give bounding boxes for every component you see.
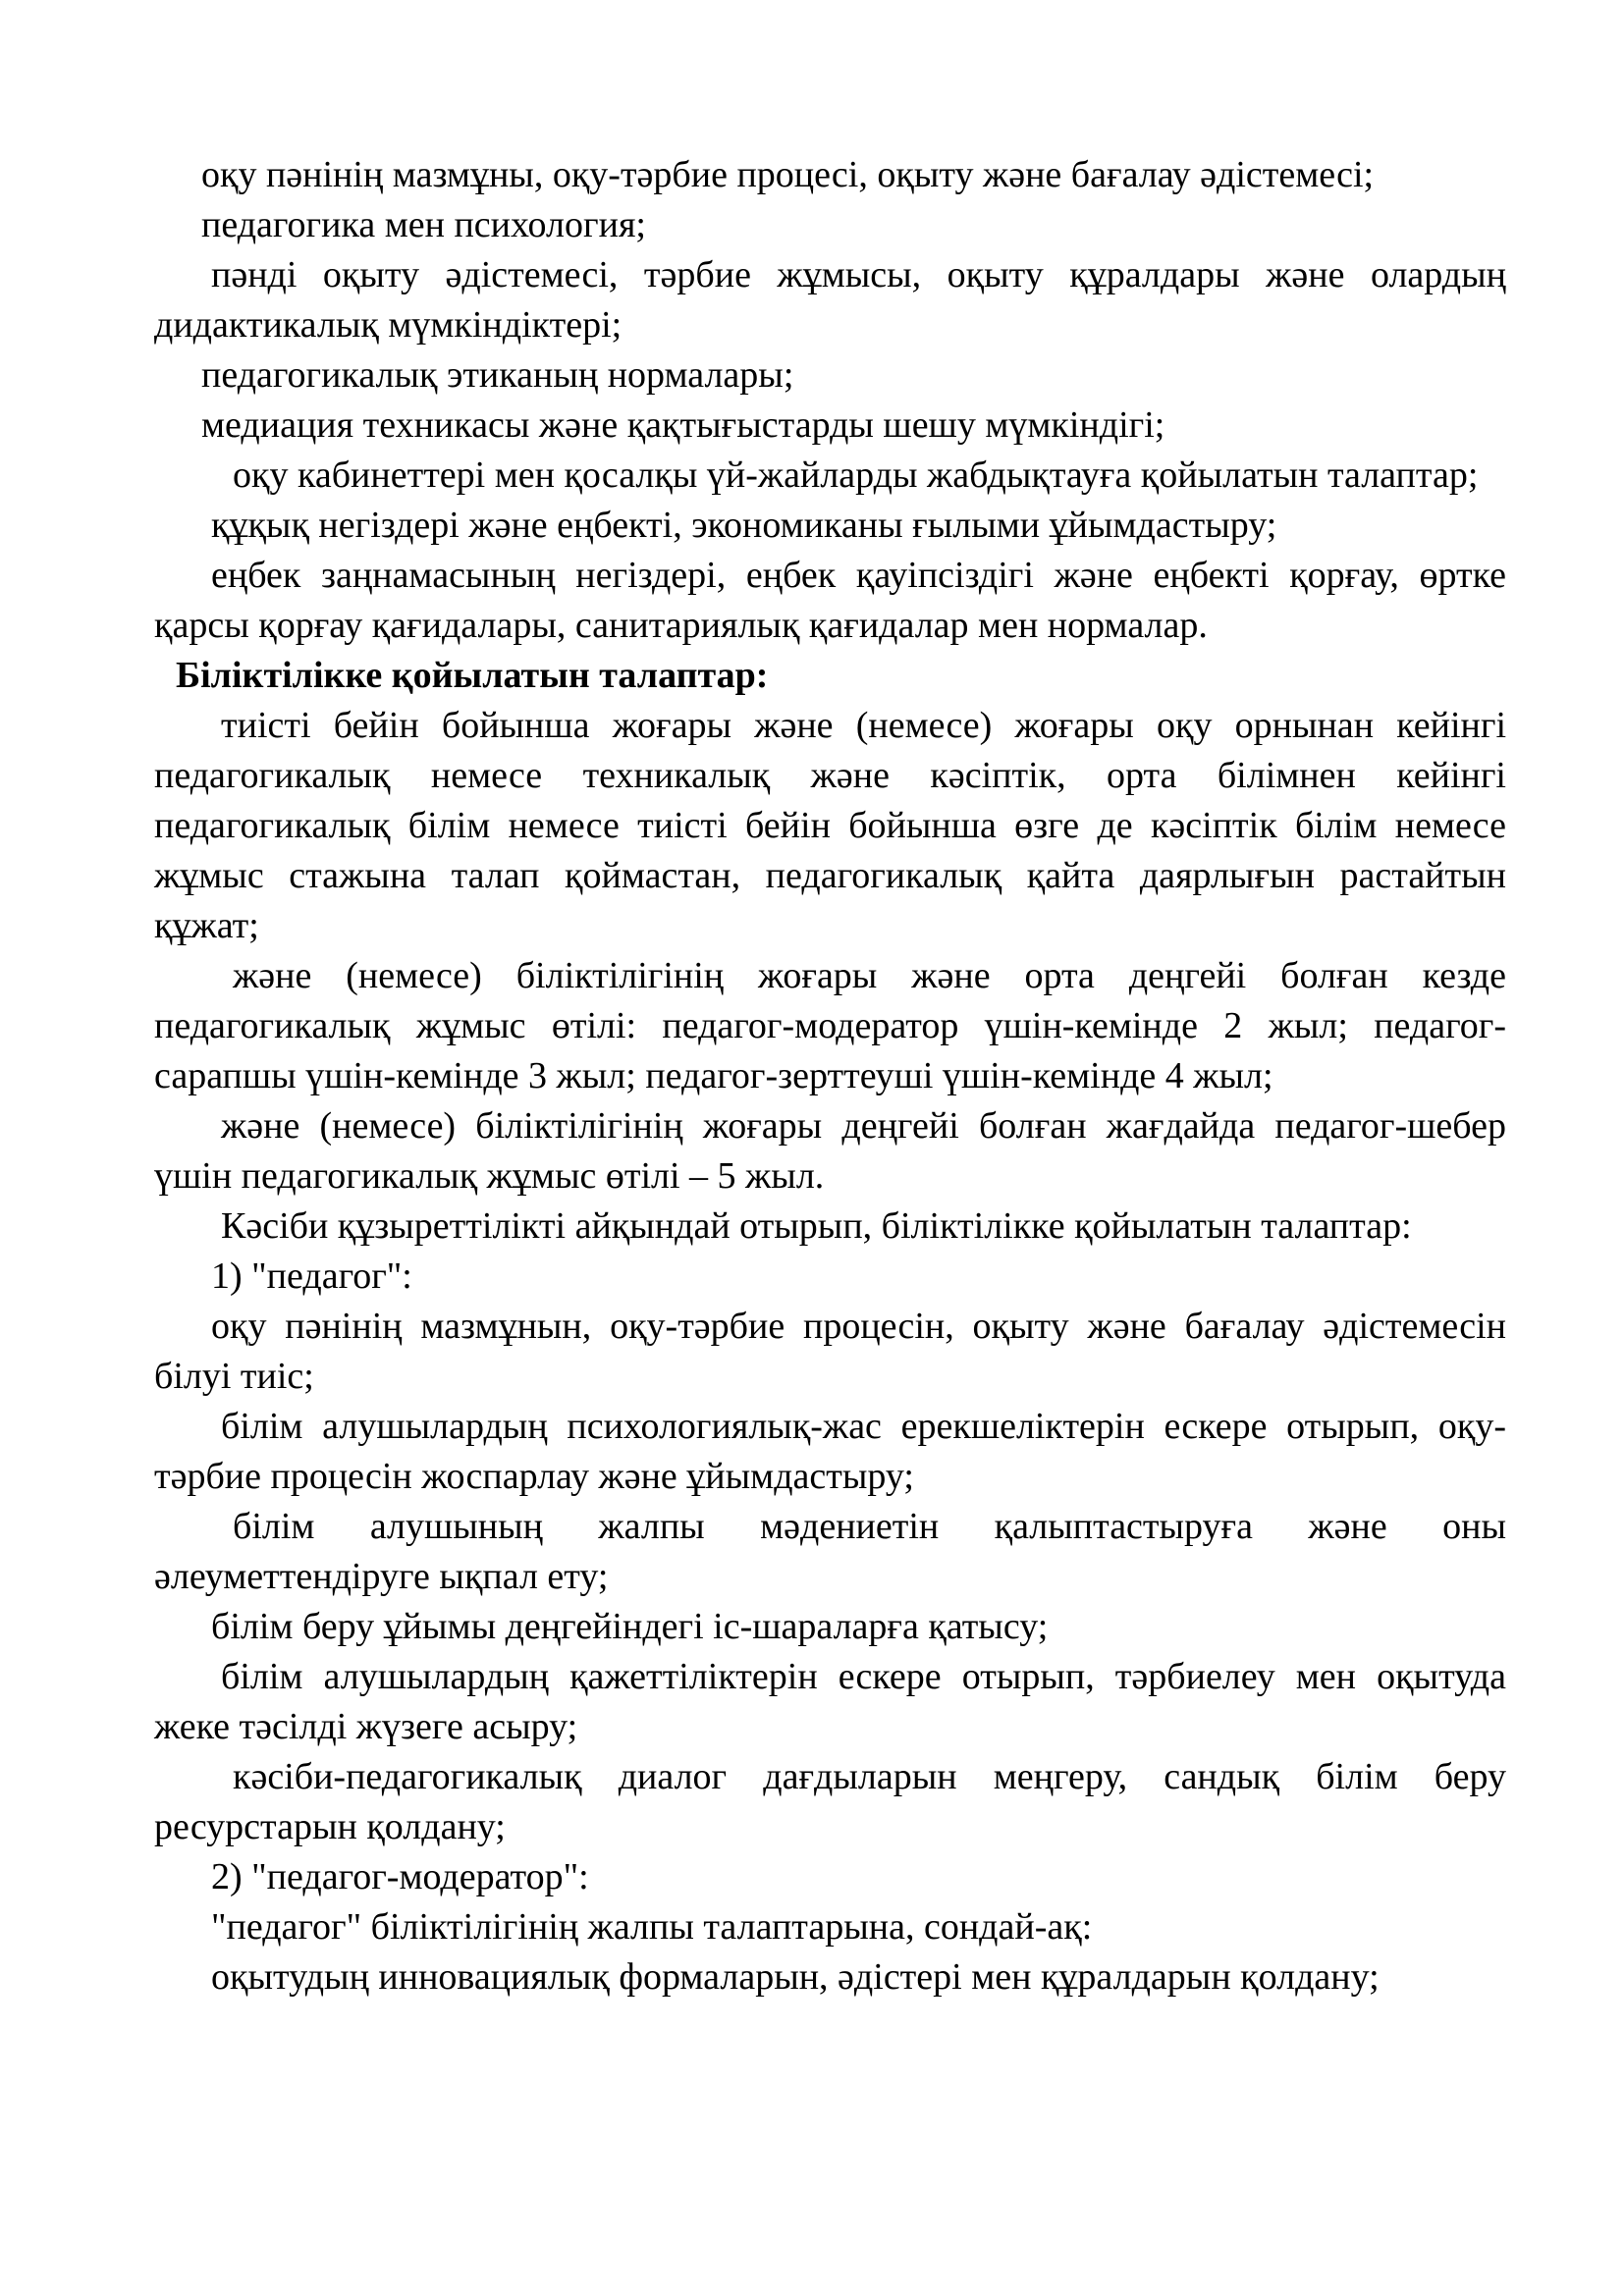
body-paragraph-numbered-item-1: 1) "педагог": [211, 1255, 412, 1297]
body-paragraph: "педагог" біліктілігінің жалпы талаптарына, сондай-ақ: [211, 1906, 1093, 1948]
body-paragraph: оқу пәнінің мазмұны, оқу-тәрбие процесі, оқыту және бағалау әдістемесі; [201, 154, 1375, 195]
document-text-block [154, 150, 1506, 2002]
body-paragraph-numbered-item-2: 2) "педагог-модератор": [211, 1856, 589, 1897]
body-paragraph: педагогикалық этиканың нормалары; [201, 354, 794, 396]
body-paragraph: кәсіби-педагогикалық диалог дағдыларын меңгеру, сандық білім беру ресурстарын қолдану; [154, 1756, 1506, 1847]
body-paragraph: құқық негіздері және еңбекті, экономиканы ғылыми ұйымдастыру; [211, 505, 1277, 546]
body-paragraph: білім беру ұйымы деңгейіндегі іс-шараларға қатысу; [211, 1606, 1049, 1647]
body-paragraph: білім алушының жалпы мәдениетін қалыптастыруға және оны әлеуметтендіруге ықпал ету; [154, 1506, 1506, 1597]
body-paragraph: оқытудың инновациялық формаларын, әдістері мен құралдарын қолдану; [211, 1956, 1380, 1998]
body-paragraph: оқу кабинеттері мен қосалқы үй-жайларды жабдықтауға қойылатын талаптар; [233, 454, 1479, 496]
body-paragraph: еңбек заңнамасының негіздері, еңбек қауіпсіздігі және еңбекті қорғау, өртке қарсы қорғау қағидалары, санитариялық қағидалар мен нормалар. [154, 555, 1506, 646]
body-paragraph: білім алушылардың қажеттіліктерін ескере отырып, тәрбиелеу мен оқытуда жеке тәсілді жүзеге асыру; [154, 1656, 1506, 1747]
body-paragraph: білім алушылардың психологиялық-жас ерекшеліктерін ескере отырып, оқу-тәрбие процесін жоспарлау және ұйымдастыру; [154, 1406, 1506, 1497]
body-paragraph: педагогика мен психология; [201, 204, 646, 245]
body-paragraph: және (немесе) біліктілігінің жоғары және орта деңгейі болған кезде педагогикалық жұмыс өтілі: педагог-модератор үшін-кемінде 2 жыл; педагог-сарапшы үшін-кемінде 3 жыл; педагог-зерттеуші үшін-кемінде 4 жыл; [154, 955, 1506, 1096]
body-paragraph: және (немесе) біліктілігінің жоғары деңгейі болған жағдайда педагог-шебер үшін педагогикалық жұмыс өтілі – 5 жыл. [154, 1105, 1506, 1197]
body-paragraph: пәнді оқыту әдістемесі, тәрбие жұмысы, оқыту құралдары және олардың дидактикалық мүмкіндіктері; [154, 254, 1506, 346]
body-paragraph: оқу пәнінің мазмұнын, оқу-тәрбие процесін, оқыту және бағалау әдістемесін білуі тиіс; [154, 1306, 1506, 1397]
body-paragraph: Кәсіби құзыреттілікті айқындай отырып, біліктілікке қойылатын талаптар: [221, 1205, 1412, 1247]
body-paragraph: медиация техникасы және қақтығыстарды шешу мүмкіндігі; [201, 404, 1165, 446]
section-heading: Біліктілікке қойылатын талаптар: [176, 655, 769, 696]
body-paragraph: тиісті бейін бойынша жоғары және (немесе) жоғары оқу орнынан кейінгі педагогикалық немесе техникалық және кәсіптік, орта білімнен кейінгі педагогикалық білім немесе тиісті бейін бойынша өзге де кәсіптік білім немесе жұмыс стажына талап қоймастан, педагогикалық қайта даярлығын растайтын құжат; [154, 705, 1506, 946]
